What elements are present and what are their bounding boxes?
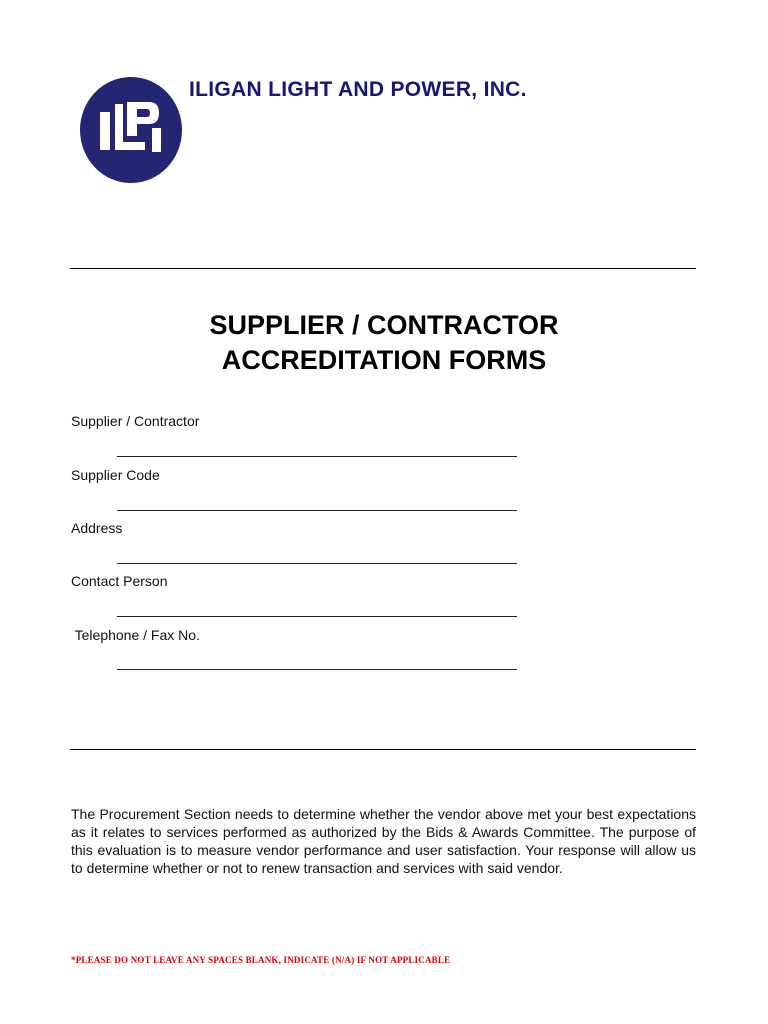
- divider-bottom: [70, 749, 696, 750]
- field-line-supplier-contractor[interactable]: [117, 456, 517, 457]
- field-label-supplier-code: Supplier Code: [71, 467, 160, 483]
- form-title-line2: ACCREDITATION FORMS: [221, 345, 547, 375]
- warning-note: *PLEASE DO NOT LEAVE ANY SPACES BLANK, INDICATE (N/A) IF NOT APPLICABLE: [71, 955, 451, 965]
- form-title-line1: SUPPLIER / CONTRACTOR: [209, 310, 559, 340]
- field-line-address[interactable]: [117, 563, 517, 564]
- ilpi-logo-icon: [79, 76, 183, 184]
- field-line-contact-person[interactable]: [117, 616, 517, 617]
- company-name: ILIGAN LIGHT AND POWER, INC.: [189, 78, 527, 101]
- field-label-telephone-fax: Telephone / Fax No.: [71, 627, 200, 643]
- divider-top: [70, 268, 696, 269]
- field-label-address: Address: [71, 520, 123, 536]
- field-line-telephone-fax[interactable]: [117, 669, 517, 670]
- instructions-paragraph: The Procurement Section needs to determine whether the vendor above met your best expectations as it relates to services performed as authorized by the Bids & Awards Committee. The purpose of this evaluation is to measure vendor performance and user satisfaction. Your response will allow us to determine whether or not to renew transaction and services with said vendor.: [71, 806, 696, 876]
- field-label-contact-person: Contact Person: [71, 573, 168, 589]
- field-label-supplier-contractor: Supplier / Contractor: [71, 413, 200, 429]
- field-line-supplier-code[interactable]: [117, 510, 517, 511]
